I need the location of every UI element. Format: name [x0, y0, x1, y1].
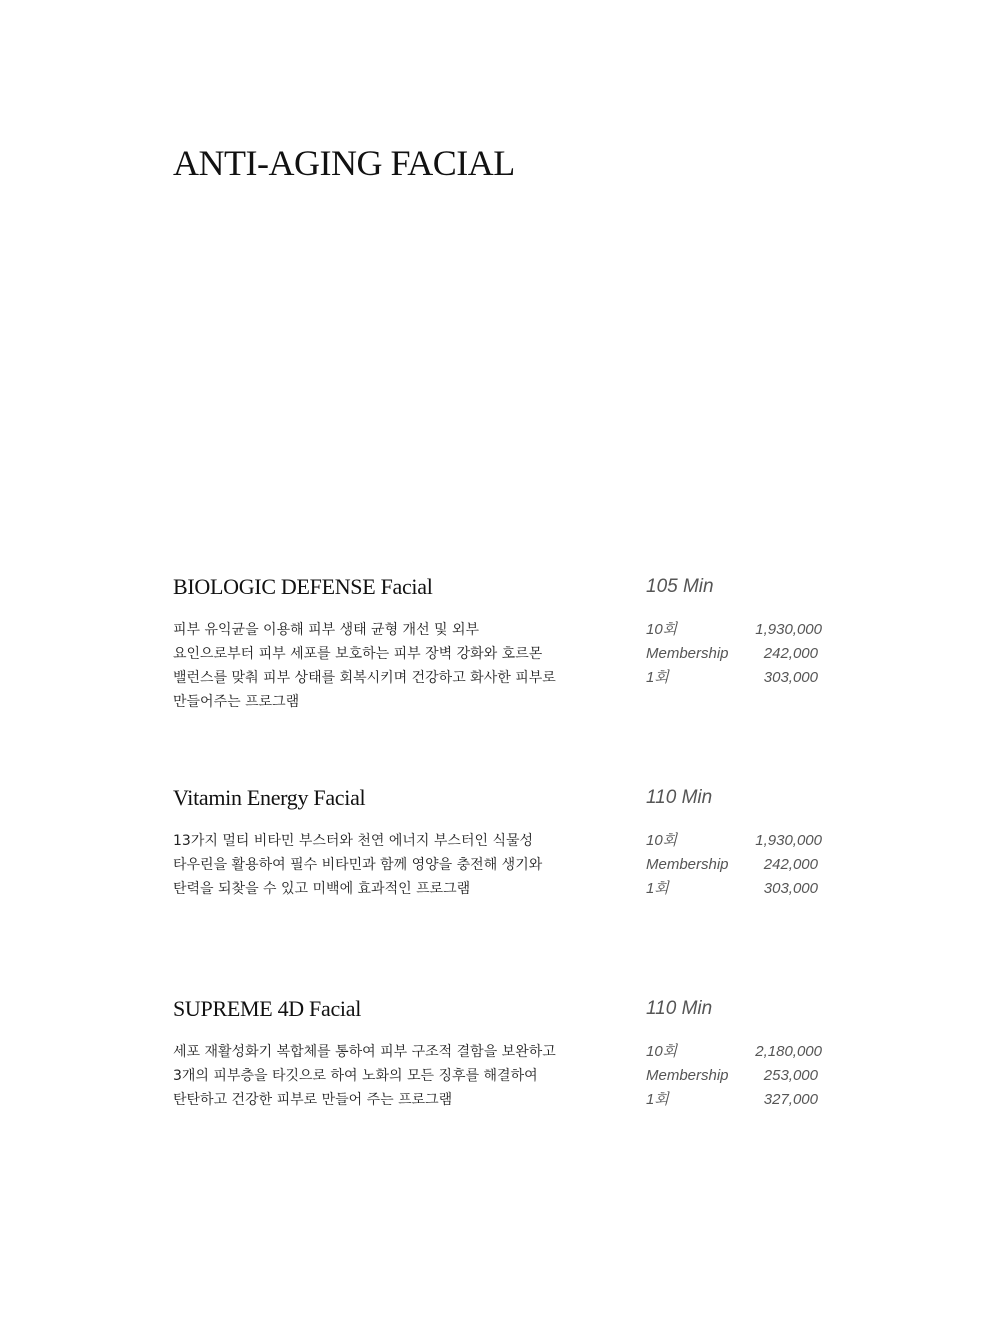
price-value: 327,000 — [763, 1091, 818, 1108]
treatment-duration: 110 Min — [646, 998, 713, 1019]
treatment-name: BIOLOGIC DEFENSE Facial — [173, 574, 433, 599]
price-label: 10회 — [646, 621, 678, 638]
treatment-name: Vitamin Energy Facial — [173, 785, 366, 810]
price-row-single-session — [646, 877, 822, 901]
treatment-description: 피부 유익균을 이용해 피부 생태 균형 개선 및 외부 요인으로부터 피부 세포를 보호하는 피부 장벽 강화와 호르몬 밸런스를 맞춰 피부 상태를 회복시키며 건강하고 화사한 피부로 만들어주는 프로그램 — [173, 622, 556, 710]
price-row-single-session — [646, 666, 822, 690]
price-label: Membership — [646, 645, 729, 662]
price-row-membership — [646, 853, 822, 877]
price-label: 1회 — [646, 669, 669, 686]
price-value: 303,000 — [763, 880, 818, 897]
treatment-description: 13가지 멀티 비타민 부스터와 천연 에너지 부스터인 식물성 타우린을 활용하여 필수 비타민과 함께 영양을 충전해 생기와 탄력을 되찾을 수 있고 미백에 효과적인 프로그램 — [173, 833, 543, 897]
treatment-description: 세포 재활성화기 복합체를 통하여 피부 구조적 결함을 보완하고 3개의 피부층을 타깃으로 하여 노화의 모든 징후를 해결하여 탄탄하고 건강한 피부로 만들어 주는 프로그램 — [173, 1044, 556, 1108]
price-row-membership — [646, 1064, 822, 1088]
price-label: Membership — [646, 1067, 729, 1084]
price-row-10-sessions — [646, 618, 822, 642]
price-label: 10회 — [646, 1043, 678, 1060]
treatment-duration: 105 Min — [646, 576, 714, 597]
price-value: 242,000 — [763, 856, 818, 873]
price-label: Membership — [646, 856, 729, 873]
price-row-single-session — [646, 1088, 822, 1112]
price-value: 303,000 — [763, 669, 818, 686]
price-label: 1회 — [646, 880, 669, 897]
price-label: 10회 — [646, 832, 678, 849]
price-value: 2,180,000 — [755, 1043, 822, 1060]
price-list — [646, 829, 822, 901]
price-list — [646, 618, 822, 690]
price-label: 1회 — [646, 1091, 669, 1108]
price-value: 1,930,000 — [755, 832, 822, 849]
price-value: 253,000 — [763, 1067, 818, 1084]
price-row-10-sessions — [646, 1040, 822, 1064]
price-row-membership — [646, 642, 822, 666]
price-value: 242,000 — [763, 645, 818, 662]
price-row-10-sessions — [646, 829, 822, 853]
price-list — [646, 1040, 822, 1112]
page-title: ANTI-AGING FACIAL — [173, 143, 515, 183]
treatment-name: SUPREME 4D Facial — [173, 996, 362, 1021]
treatment-duration: 110 Min — [646, 787, 713, 808]
price-value: 1,930,000 — [755, 621, 822, 638]
